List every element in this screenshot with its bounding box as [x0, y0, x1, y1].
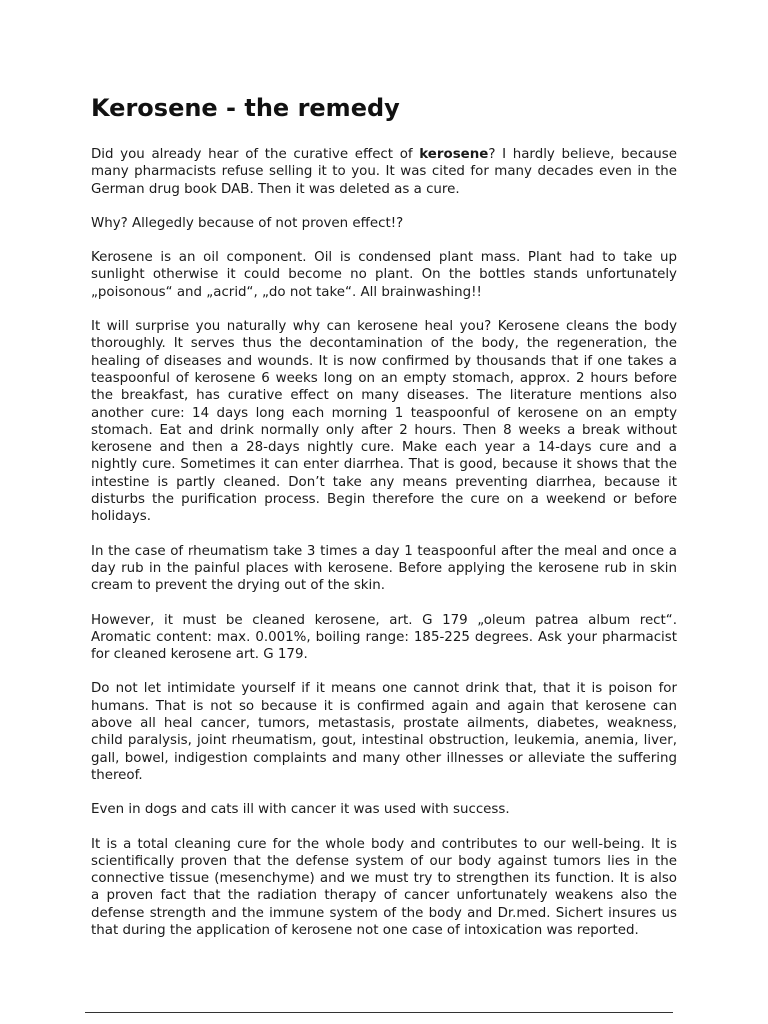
paragraph-cleaned-kerosene: However, it must be cleaned kerosene, art. G 179 „oleum patrea album rect“. Aromatic content: max. 0.001%, boiling range: 185-225 degrees. Ask your pharmacist for cleaned kerosene art. G 179.: [91, 612, 677, 663]
paragraph-rheumatism: In the case of rheumatism take 3 times a day 1 teaspoonful after the meal and once a day rub in the painful places with kerosene. Before applying the kerosene rub in skin cream to prevent the drying out of the skin.: [91, 543, 677, 594]
keyword-kerosene: kerosene: [419, 147, 489, 162]
paragraph-intro-before: Did you already hear of the curative effect of: [91, 147, 420, 162]
paragraph-pets: Even in dogs and cats ill with cancer it was used with success.: [91, 802, 510, 818]
footer-rule: [85, 1012, 673, 1013]
paragraph-oil-component: Kerosene is an oil component. Oil is condensed plant mass. Plant had to take up sunlight otherwise it could become no plant. On the bottles stands unfortunately „poisonous“ and „acrid“, „do not take“. All brainwashing!!: [91, 250, 677, 300]
paragraph-cleaning-cure: It is a total cleaning cure for the whole body and contributes to our well-being. It is scientifically proven that the defense system of our body against tumors lies in the connective tissue (mesenchyme) and we must try to strengthen its function. It is also a proven fact that the radiation therapy of cancer unfortunately weakens also the defense strength and the immune system of the body and Dr.med. Sichert insures us that during the application of kerosene not one case of intoxication was reported.: [91, 836, 677, 938]
page-title: Kerosene - the remedy: [91, 94, 400, 122]
paragraph-intro-after: ? I hardly believe, because many pharmacists refuse selling it to you. It was cited for many decades even in the German drug book DAB. Then it was deleted as a cure.: [91, 147, 677, 197]
paragraph-intro: [91, 146, 677, 198]
document-body: [91, 92, 677, 956]
paragraph-cure-instructions: It will surprise you naturally why can kerosene heal you? Kerosene cleans the body thoroughly. It serves thus the decontamination of the body, the regeneration, the healing of diseases and wounds. It is now confirmed by thousands that if one takes a teaspoonful of kerosene 6 weeks long on an empty stomach, approx. 2 hours before the breakfast, has curative effect on many diseases. The literature mentions also another cure: 14 days long each morning 1 teaspoonful of kerosene on an empty stomach. Eat and drink normally only after 2 hours. Then 8 weeks a break without kerosene and then a 28-days nightly cure. Make each year a 14-days cure and a nightly cure. Sometimes it can enter diarrhea. That is good, because it shows that the intestine is partly cleaned. Don’t take any means preventing diarrhea, because it disturbs the purification process. Begin therefore the cure on a weekend or before holidays.: [91, 319, 677, 525]
paragraph-poison-claim: Do not let intimidate yourself if it means one cannot drink that, that it is poison for humans. That is not so because it is confirmed again and again that kerosene can above all heal cancer, tumors, metastasis, prostate ailments, diabetes, weakness, child paralysis, joint rheumatism, gout, intestinal obstruction, leukemia, anemia, liver, gall, bowel, indigestion complaints and many other illnesses or alleviate the suffering thereof.: [91, 681, 677, 783]
paragraph-why: Why? Allegedly because of not proven effect!?: [91, 215, 404, 231]
